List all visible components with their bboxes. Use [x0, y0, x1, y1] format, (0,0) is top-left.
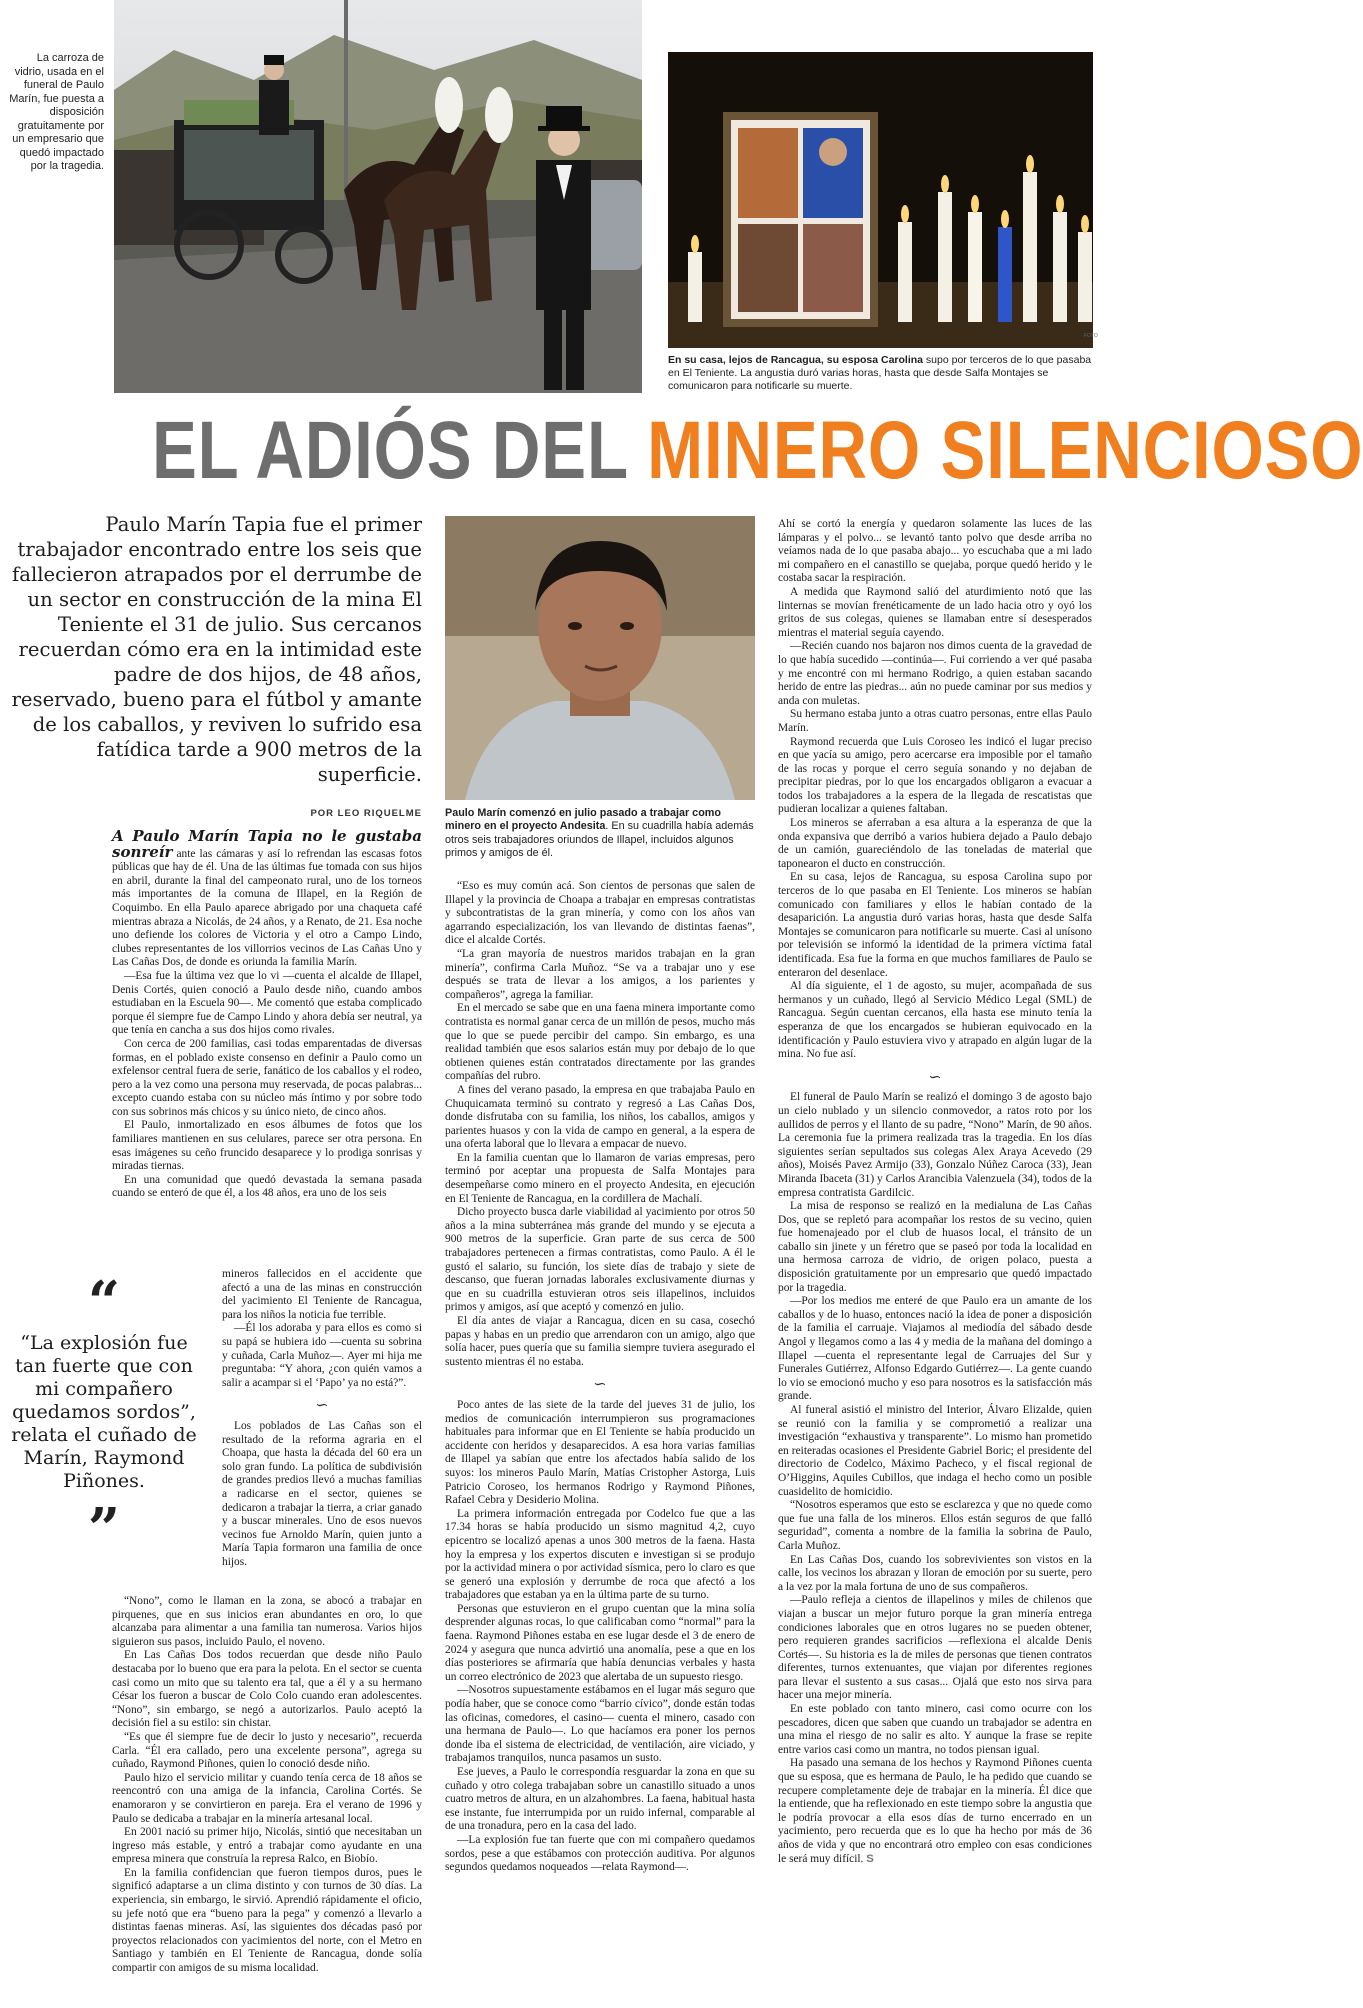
col2-p6: Dicho proyecto busca darle viabilidad al yacimiento por otros 50 años a la mina subterránea más grande del mundo y se ejecuta a 900 metros de la superficie. Gran parte de sus cerca de 500 trabajadores pertenecen a firmas contratistas, como Paulo. A él le gustó el salario, su función, los siete días de trabajo y siete de descanso, que fueran jornadas laborales exclusivamente diurnas y que en su cuadrilla estuvieran otros seis illapelinos, incluidos primos y amigos, así que aceptó y comenzó en julio.	[445, 1206, 755, 1314]
col1-p5: En una comunidad que quedó devastada la semana pasada cuando se enteró de que él, a los 48 años, era uno de los seis	[112, 1173, 422, 1200]
pull-quote-text: “La explosión fue tan fuerte que con mi compañero quedamos sordos”, relata el cuñado de Marín, Raymond Piñones.	[11, 1332, 197, 1492]
col3-p14: En Las Cañas Dos, cuando los sobrevivientes son vistos en la calle, los vecinos los abrazan y lloran de emoción por su suerte, pero a la vez por la mala fortuna de uno de sus compañeros.	[778, 1553, 1092, 1593]
col3-p4: Su hermano estaba junto a otras cuatro personas, entre ellas Paulo Marín.	[778, 708, 1092, 734]
column-3	[778, 518, 1092, 1866]
candles-photo	[668, 52, 1093, 348]
col2-p4: A fines del verano pasado, la empresa en que trabajaba Paulo en Chuquicamata terminó su contrato y regresó a Las Cañas Dos, donde disfrutaba con su familia, los niños, los caballos, amigos y parientes huasos y con la vida de campo en general, a la espera de una oferta laboral que lo llevara a empacar de nuevo.	[445, 1083, 755, 1151]
col1-p1	[112, 827, 422, 970]
col3-p2: A medida que Raymond salió del aturdimiento notó que las linternas se movían frenéticamente de un lado hacia otro y oyó los gritos de sus colegas, quienes se llamaban entre sí desesperados mientras el material seguía cayendo.	[778, 585, 1092, 639]
candles-photo-credit: FOTO	[1084, 333, 1098, 339]
col2-p11: —Nosotros supuestamente estábamos en el lugar más seguro que podía haber, que se conoce como “barrio cívico”, donde están todas las oficinas, comedores, el casino— cuenta el minero, casado con una hermana de Paulo—. Lo que hacíamos era poner los pernos donde iba el sistema de electricidad, de ventilación, aire viciado, y trabajamos tranquilos, nunca pasamos un susto.	[445, 1684, 755, 1765]
close-quote-icon: ”	[87, 1496, 121, 1562]
column-1-top	[112, 827, 422, 1201]
col1-p1-text: ante las cámaras y así lo refrendan las escasas fotos públicas que hay de él. Una de las últimas fue tomada con sus hijos en abril, durante la final del campeonato rural, uno de los torneos más importantes de la comuna de Illapel, en la Región de Coquimbo. En ella Paulo aparece abrigado por una chaqueta café mientras abraza a Nicolás, de 24 años, y a Renato, de 21. Esa noche uno defiende los colores de Victoria y el otro a Campo Lindo, clubes representantes de los villorrios vecinos de Las Cañas Uno y Las Cañas Dos, de donde es oriunda la familia Marín.	[112, 847, 422, 969]
col3-p17-text: Ha pasado una semana de los hechos y Raymond Piñones cuenta que su esposa, que es hermana de Paulo, le ha pedido que cuando se recupere completamente deje de trabajar en la minería. Él dice que la entiende, que ha reflexionado en este tiempo sobre la angustia que le podría provocar a ella esos días de turno encerrado en un yacimiento, pero recuerda que es lo que ha hecho por más de 36 años de vida y que no encontrará otro empleo con esas condiciones le será muy difícil.	[778, 1757, 1092, 1865]
dropcap-lead: A Paulo Marín Tapia no le gustaba sonreír	[112, 827, 422, 861]
column-1-mid	[222, 1268, 422, 1569]
col2-p7: El día antes de viajar a Rancagua, dicen en su casa, cosechó papas y habas en un predio que arrendaron con un amigo, algo que solía hacer, pues quería que su familia siempre tuviera asegurado el sustento mientras él no estaba.	[445, 1315, 755, 1368]
col2-p3: En el mercado se sabe que en una faena minera importante como contratista es normal ganar cerca de un millón de pesos, mucho más que lo que se puede percibir del campo. Sin embargo, es una realidad también que esos salarios están muy por debajo de lo que obtienen quienes están contratados directamente por las grandes compañías del rubro.	[445, 1002, 755, 1083]
col1-p10: En Las Cañas Dos todos recuerdan que desde niño Paulo destacaba por lo bueno que era para la pelota. En el sector se cuenta casi como un mito que su talento era tal, que a él y a su hermano César los fueron a buscar de Colo Colo cuando eran adolescentes. “Nono”, sin embargo, se negó a autorizarlos. Paulo aceptó la decisión fiel a su estilo: sin chistar.	[112, 1649, 422, 1730]
lead-paragraph: Paulo Marín Tapia fue el primer trabajador encontrado entre los seis que fallecieron atrapados por el derrumbe de un sector en construcción de la mina El Teniente el 31 de julio. Sus cercanos recuerdan cómo era en la intimidad este padre de dos hijos, de 48 años, reservado, bueno para el fútbol y amante de los caballos, y reviven lo sufrido esa fatídica tarde a 900 metros de la superficie.	[11, 513, 422, 786]
col3-p10: La misa de responso se realizó en la medialuna de Las Cañas Dos, que se repletó para acompañar los restos de su vecino, quien fue homenajeado por el club de huasos local, el tránsito de un caballo sin jinete y un féretro que se paseó por toda la localidad en una hermosa carroza de vidrio, de origen polaco, puesta a disposición gratuitamente por un empresario que quedó impactado por la tragedia.	[778, 1200, 1092, 1294]
portrait-caption	[445, 807, 755, 861]
col1-p4: El Paulo, inmortalizado en esos álbumes de fotos que los familiares mantienen en sus celulares, parece ser otra persona. En esas imágenes su ceño fruncido desaparece y lo prodiga sonrisas y miradas tiernas.	[112, 1119, 422, 1173]
col1-p12: Paulo hizo el servicio militar y cuando tenía cerca de 18 años se reencontró con una amiga de la infancia, Carolina Cortés. Se enamoraron y se convirtieron en pareja. Era el verano de 1996 y Paulo se dedicaba a trabajar en la minería artesanal local.	[112, 1771, 422, 1825]
col2-p12: Ese jueves, a Paulo le correspondía resguardar la zona en que su cuñado y otro colega trabajaban sobre un canastillo situado a unos cuatro metros de altura, en un alzahombres. La faena, habitual hasta ese instante, fue interrumpida por un ruido infernal, comparable al de una tronadura, pero en la casa del lado.	[445, 1766, 755, 1833]
col1-p9: “Nono”, como le llaman en la zona, se abocó a trabajar en pirquenes, que en sus inicios eran abundantes en oro, lo que alcanzaba para alimentar a una familia tan numerosa. Varios hijos siguieron sus pasos, incluido Paulo, el noveno.	[112, 1595, 422, 1648]
portrait-caption-rest: . En su cuadrilla había además otros seis trabajadores oriundos de Illapel, incluidos algunos primos y amigos de él.	[445, 820, 754, 860]
col2-p8: Poco antes de las siete de la tarde del jueves 31 de julio, los medios de comunicación interrumpieron sus programaciones habituales para informar que en El Teniente se había producido un accidente con heridos y desaparecidos. A esa hora varias familias de Illapel ya sabían que entre los afectados había salido de los suyos: los mineros Paulo Marín, Matías Cristopher Astorga, Luis Patricio Coroseo, los hermanos Rodrigo y Raymond Piñones, Rafael Cebra y Desiderio Molina.	[445, 1398, 755, 1507]
col3-p15: —Paulo refleja a cientos de illapelinos y miles de chilenos que viajan a buscar un mejor futuro porque la gran minería entrega condiciones laborales que en otros lugares no se pueden obtener, pero requieren grandes sacrificios —reflexiona el alcalde Denis Cortés—. Su historia es la de miles de personas que tienen contratos diferentes, turnos extenuantes, que viajan por diferentes regiones para llevar el sustento a sus casas... Ojalá que esto nos sirva para hacer una mejor minería.	[778, 1594, 1092, 1702]
col3-p11: —Por los medios me enteré de que Paulo era un amante de los caballos y de lo huaso, entonces nació la idea de poner a disposición de la familia el carruaje. Viajamos al mediodía del sábado desde Angol y llegamos como a las 4 y media de la mañana del domingo a Illapel —cuenta el representante legal de Carruajes del Sur y Funerales Gutiérrez, Alfonso Edgardo Gutiérrez—. La gente cuando lo vio se emocionó mucho y eso para nosotros es la satisfacción más grande.	[778, 1295, 1092, 1403]
col2-p2: “La gran mayoría de nuestros maridos trabajan en la gran minería”, confirma Carla Muñoz. “Se va a trabajar uno y ese después se trata de llevar a los amigos, a los parientes y compañeros”, agrega la familiar.	[445, 947, 755, 1001]
col2-p13: —La explosión fue tan fuerte que con mi compañero quedamos sordos, pese a que estábamos con protección auditiva. Por algunos segundos quedamos noqueados —relata Raymond—.	[445, 1833, 755, 1874]
col1-p7: —Él los adoraba y para ellos es como si su papá se hubiera ido —cuenta su sobrina y cuñada, Carla Muñoz—. Ayer mi hija me preguntaba: “Y ahora, ¿con quién vamos a salir a acampar si el ‘Papo’ ya no está?”.	[222, 1322, 422, 1389]
paulo-marin-portrait	[445, 516, 755, 800]
pull-quote	[6, 1269, 202, 1562]
funeral-carriage-photo	[114, 0, 642, 393]
col3-p6: Los mineros se aferraban a esa altura a la esperanza de que la onda expansiva que derribó a varios hubiera dejado a Paulo debajo de un camión, guareciéndolo de las toneladas de material que taponearon el ducto en construcción.	[778, 817, 1092, 870]
col3-p9: El funeral de Paulo Marín se realizó el domingo 3 de agosto bajo un cielo nublado y un silencio conmovedor, a ratos roto por los aullidos de perros y el llanto de su padre, “Nono” Marín, de 90 años. La ceremonia fue la primera realizada tras la tragedia. En los días siguientes serían sepultados sus colegas Alex Araya Acevedo (29 años), Moisés Pavez Armijo (33), Gonzalo Núñez Caroca (33), Jean Miranda Ibaceta (31) y Carlos Arancibia Valenzuela (34), todos de la empresa contratista Gardilcic.	[778, 1091, 1092, 1199]
section-separator-icon: ∽	[928, 1066, 942, 1086]
headline-part1: EL ADIÓS DEL	[152, 405, 648, 496]
col1-p11: “Es que él siempre fue de decir lo justo y necesario”, recuerda Carla. “Él era callado, pero una excelente persona”, agrega su cuñado, Raymond Piñones, quien lo conoció desde niño.	[112, 1730, 422, 1771]
col3-p13: “Nosotros esperamos que esto se esclarezca y que no quede como que fue una falla de los mineros. Ellos están seguros de que falló seguridad”, comenta a nombre de la familia la sobrina de Paulo, Carla Muñoz.	[778, 1499, 1092, 1552]
col1-p13: En 2001 nació su primer hijo, Nicolás, sintió que necesitaban un ingreso más estable, y entró a trabajar como ayudante en una empresa minera que construía la represa Ralco, en Biobío.	[112, 1826, 422, 1866]
col3-p1: Ahí se cortó la energía y quedaron solamente las luces de las lámparas y el polvo... se levantó tanto polvo que desde arriba no veíamos nada de lo que pasaba abajo... yo escuchaba que a mi lado mi compañero en el canastillo se quejaba, porque quedó herido y le costaba sacar la respiración.	[778, 518, 1092, 585]
headline	[152, 404, 1363, 498]
carriage-caption: La carroza de vidrio, usada en el funeral de Paulo Marín, fue puesta a disposición gratuitamente por un empresario que quedó impactado por la tragedia.	[9, 52, 104, 172]
col3-p8: Al día siguiente, el 1 de agosto, su mujer, acompañada de sus hermanos y un cuñado, llegó al Servicio Médico Legal (SML) de Rancagua. Según cuentan cercanos, ella hasta ese minuto tenía la esperanza de que los encargados se hubieran equivocado en la identificación y Paulo estuviera vivo y atrapado en algún lugar de la mina. No fue así.	[778, 980, 1092, 1061]
col1-p3: Con cerca de 200 familias, casi todas emparentadas de diversas formas, en el poblado existe consenso en definir a Paulo como un exfelensor central fuera de serie, fanático de los caballos y el rodeo, pero a la vez como una persona muy reservada, de pocas palabras... excepto cuando estaba con su núcleo más íntimo y por sobre todo con sus sobrinos más chicos y su único nieto, de cinco años.	[112, 1037, 422, 1118]
byline: POR LEO RIQUELME	[310, 808, 422, 819]
headline-part2: MINERO SILENCIOSO	[647, 405, 1363, 496]
col3-p3: —Recién cuando nos bajaron nos dimos cuenta de la gravedad de lo que había sucedido —continúa—. Fui corriendo a ver qué pasaba y me encontré con mi hermano Rodrigo, a quien estaban sacando herido de entre las piedras... aún no puede caminar por sus medios y anda con muletas.	[778, 640, 1092, 707]
col1-p14: En la familia confidencian que fueron tiempos duros, pues le significó adaptarse a un clima distinto y con turnos de 30 días. La experiencia, sin embargo, le sirvió. Aprendió rápidamente el oficio, su jefe notó que era “bueno para la pega” y comenzó a llevarlo a distintas faenas mineras. Así, las siguientes dos décadas pasó por proyectos relacionados con yacimientos del norte, con el Metro en Santiago y también en El Teniente de Rancagua, donde solía compartir con amigos de su misma localidad.	[112, 1866, 422, 1975]
col2-p5: En la familia cuentan que lo llamaron de varias empresas, pero terminó por aceptar una propuesta de Salfa Montajes para desempeñarse como minero en el proyecto Andesita, en ejecución en El Teniente de Rancagua, en la cordillera de Machalí.	[445, 1151, 755, 1205]
col2-p9: La primera información entregada por Codelco fue que a las 17.34 horas se había producido un sismo magnitud 4,2, cuyo epicentro se localizó apenas a unos 300 metros de la faena. Hasta hoy la empresa y los expertos discuten e investigan si se produjo por la actividad minera o por actividad sísmica, pero lo claro es que se generó una explosión y derrumbe de roca que afectó a los trabajadores que estaban ya en la última parte de su turno.	[445, 1507, 755, 1602]
col3-p5: Raymond recuerda que Luis Coroseo les indicó el lugar preciso en que yacía su amigo, pero acercarse era imposible por el tamaño de las rocas y porque el cerro seguía sonando y no dejaban de precipitar piedras, por lo que los encargados obligaron a evacuar a todos los trabajadores a la espera de la llegada de rescatistas que pudieran localizar a quienes faltaban.	[778, 735, 1092, 816]
col1-p8: Los poblados de Las Cañas son el resultado de la reforma agraria en el Choapa, que hasta la década del 60 era un solo gran fundo. La política de subdivisión de grandes predios llevó a muchas familias a radicarse en el sector, quienes se dedicaron a trabajar la tierra, a criar ganado y a buscar minerales. Uno de esos nuevos vecinos fue Arnoldo Marín, quien junto a María Tapia formaron una familia de once hijos.	[222, 1419, 422, 1568]
section-separator-icon: ∽	[315, 1395, 329, 1415]
open-quote-icon: “	[87, 1269, 121, 1335]
portrait-caption-bold: Paulo Marín comenzó en julio pasado a trabajar como minero en el proyecto Andesita	[445, 807, 721, 833]
candles-caption-bold: En su casa, lejos de Rancagua, su esposa Carolina	[668, 354, 924, 366]
col3-p12: Al funeral asistió el ministro del Interior, Álvaro Elizalde, quien se reunió con la familia y se comprometió a realizar una investigación “exhaustiva y transparente”. Lo mismo han prometido en reiteradas ocasiones el Presidente Gabriel Boric; el presidente del directorio de Codelco, Máximo Pacheco, y el fiscal regional de O’Higgins, Aquiles Cubillos, que indaga el hecho como un posible cuasidelito de homicidio.	[778, 1404, 1092, 1498]
col1-p2: —Esa fue la última vez que lo vi —cuenta el alcalde de Illapel, Denis Cortés, quien conoció a Paulo desde niño, cuando ambos estudiaban en la Escuela 90—. Me comentó que estaba complicado porque él siempre fue de Campo Lindo y ahora debía ser neutral, ya que tenía en cancha a sus dos hijos como rivales.	[112, 969, 422, 1037]
column-2	[445, 880, 755, 1875]
col2-p1: “Eso es muy común acá. Son cientos de personas que salen de Illapel y la provincia de Choapa a trabajar en empresas contratistas y subcontratistas de la gran minería, y como con los años van agarrando especialización, los van llevando de distintas faenas”, dice el alcalde Cortés.	[445, 880, 755, 947]
col3-p16: En este poblado con tanto minero, casi como ocurre con los pescadores, dicen que saben que cuando un trabajador se adentra en una mina el riesgo de no salir es alto. Y aunque la frase se repite entre varios casi como un mantra, no todos piensan igual.	[778, 1703, 1092, 1756]
col3-p17	[778, 1757, 1092, 1866]
col2-p10: Personas que estuvieron en el grupo cuentan que la mina solía desprender algunas rocas, lo que calificaban como “normal” para la faena. Raymond Piñones estaba en ese lugar desde el 3 de enero de 2024 y asegura que nunca advirtió una anomalía, pese a que en los días posteriores se afirmaría que había denuncias verbales y hasta un correo electrónico de 2023 que alertaba de un supuesto riesgo.	[445, 1602, 755, 1683]
col3-p7: En su casa, lejos de Rancagua, su esposa Carolina supo por terceros de lo que pasaba en El Teniente. Los mineros se habían comunicado con familiares y ellos le habían contado de la desaparición. La angustia duró varias horas, hasta que desde Salfa Montajes se comunicaron para notificarle su muerte. Casi al unísono por televisión se informó la identidad de la primera víctima fatal identificada. Esa fue la forma en que muchos familiares de Paulo se enteraron del desenlace.	[778, 871, 1092, 979]
column-1-bottom	[112, 1595, 422, 1976]
candles-caption	[668, 354, 1093, 393]
col1-p6: mineros fallecidos en el accidente que afectó a una de las minas en construcción del yacimiento El Teniente de Rancagua, para los niños la noticia fue terrible.	[222, 1268, 422, 1321]
candles-caption-rest: supo por terceros de lo que pasaba en El Teniente. La angustia duró varias horas, hasta que desde Salfa Montajes se comunicaron para notificarle su muerte.	[668, 354, 1092, 392]
end-mark: S	[866, 1852, 874, 1865]
section-separator-icon: ∽	[593, 1374, 607, 1394]
